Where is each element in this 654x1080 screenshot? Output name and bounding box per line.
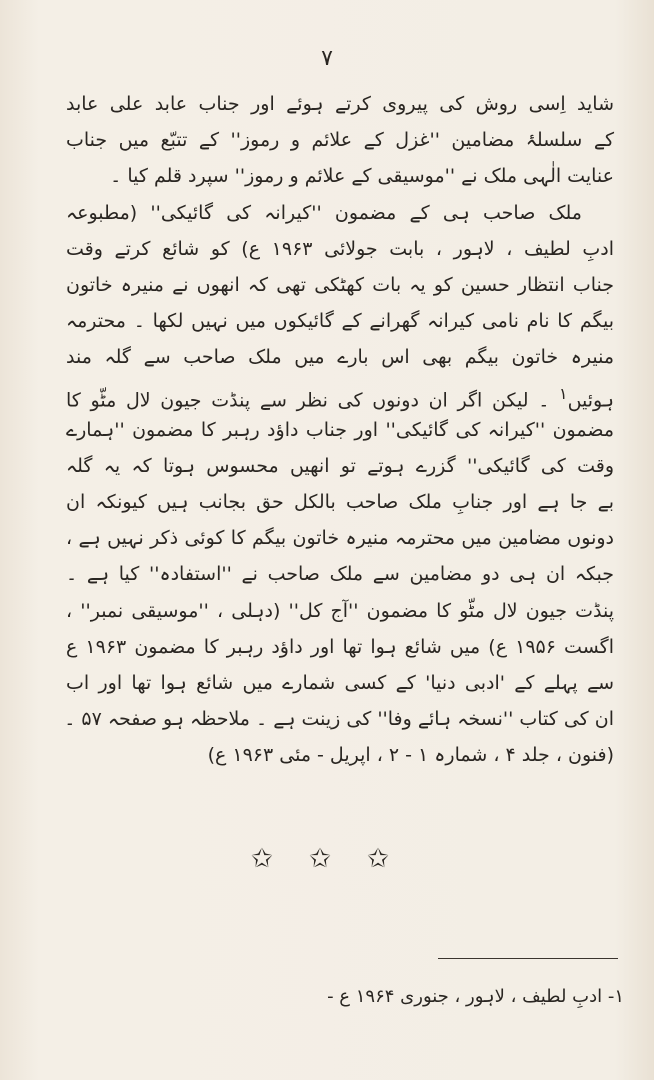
text-line: بیگم کا نام نامی کیرانہ گھرانے کے گائیکوں میں نہیں لکھا ۔ محترمہ	[66, 310, 614, 333]
text-line: بے جا ہے اور جنابِ ملک صاحب بالکل حق بجانب ہیں کیونکہ ان	[66, 491, 614, 514]
text-line: جناب انتظار حسین کو یہ بات کھٹکی تھی کہ انھوں نے منیرہ خاتون	[66, 273, 614, 296]
text-line: ان کی کتاب ''نسخہ ہائے وفا'' کی زینت ہے ۔ ملاحظہ ہو صفحہ ۵۷ ۔	[64, 708, 614, 731]
text-line: پنڈت جیون لال مٹّو کا مضمون ''آج کل'' (دہلی ، ''موسیقی نمبر'' ،	[66, 599, 614, 622]
page-number: ۷	[321, 46, 333, 71]
text-line: اگست ۱۹۵۶ ع) میں شائع ہوا تھا اور داؤد رہبر کا مضمون ۱۹۶۳ ع	[66, 635, 614, 658]
section-divider-stars	[0, 844, 654, 874]
text-line: منیرہ خاتون بیگم بھی اس بارے میں ملک صاحب سے گلہ مند	[66, 346, 614, 369]
text-line: (فنون ، جلد ۴ ، شمارہ ۱ - ۲ ، اپریل - مئی ۱۹۶۳ ع)	[207, 744, 614, 767]
text-line: دونوں مضامین میں محترمہ منیرہ خاتون بیگم کا کوئی ذکر نہیں ہے ،	[66, 527, 614, 550]
text-line: سے پہلے کے 'ادبی دنیا' کے کسی شمارے میں شائع ہوا تھا اور اب	[66, 672, 614, 694]
text-line: جبکہ ان ہی دو مضامین سے ملک صاحب نے ''استفادہ'' کیا ہے ۔	[66, 563, 614, 586]
text-line: کے سلسلۂ مضامین ''غزل کے علائم و رموز'' کے تتبّع میں جناب	[66, 129, 614, 152]
text-line: شاید اِسی روش کی پیروی کرتے ہوئے اور جناب عابد علی عابد	[66, 93, 614, 115]
body-text	[66, 86, 614, 774]
star-icon: ✩	[367, 844, 403, 874]
text-line: ہوئیں$^۱$ ۔ لیکن اگر ان دونوں کی نظر سے پنڈت جیون لال مٹّو کا	[66, 383, 614, 411]
text-line: مضمون ''کیرانہ کی گائیکی'' اور جناب داؤد رہبر کا مضمون ''ہمارے	[66, 418, 614, 441]
text-line: عنایت الٰہی ملک نے ''موسیقی کے علائم و رموز'' سپرد قلم کیا ۔	[110, 165, 614, 188]
text-line: ملک صاحب ہی کے مضمون ''کیرانہ کی گائیکی'' (مطبوعہ	[66, 201, 582, 224]
text-line: ادبِ لطیف ، لاہور ، بابت جولائی ۱۹۶۳ ع) کو شائع کرتے وقت	[66, 237, 614, 260]
footnote: ۱- ادبِ لطیف ، لاہور ، جنوری ۱۹۶۴ ع -	[327, 986, 624, 1007]
star-icon: ✩	[309, 844, 345, 874]
star-icon: ✩	[251, 844, 287, 874]
footnote-divider	[438, 958, 618, 959]
text-line: وقت کی گائیکی'' گزرے ہوتے تو انھیں محسوس ہوتا کہ یہ گلہ	[66, 454, 614, 477]
